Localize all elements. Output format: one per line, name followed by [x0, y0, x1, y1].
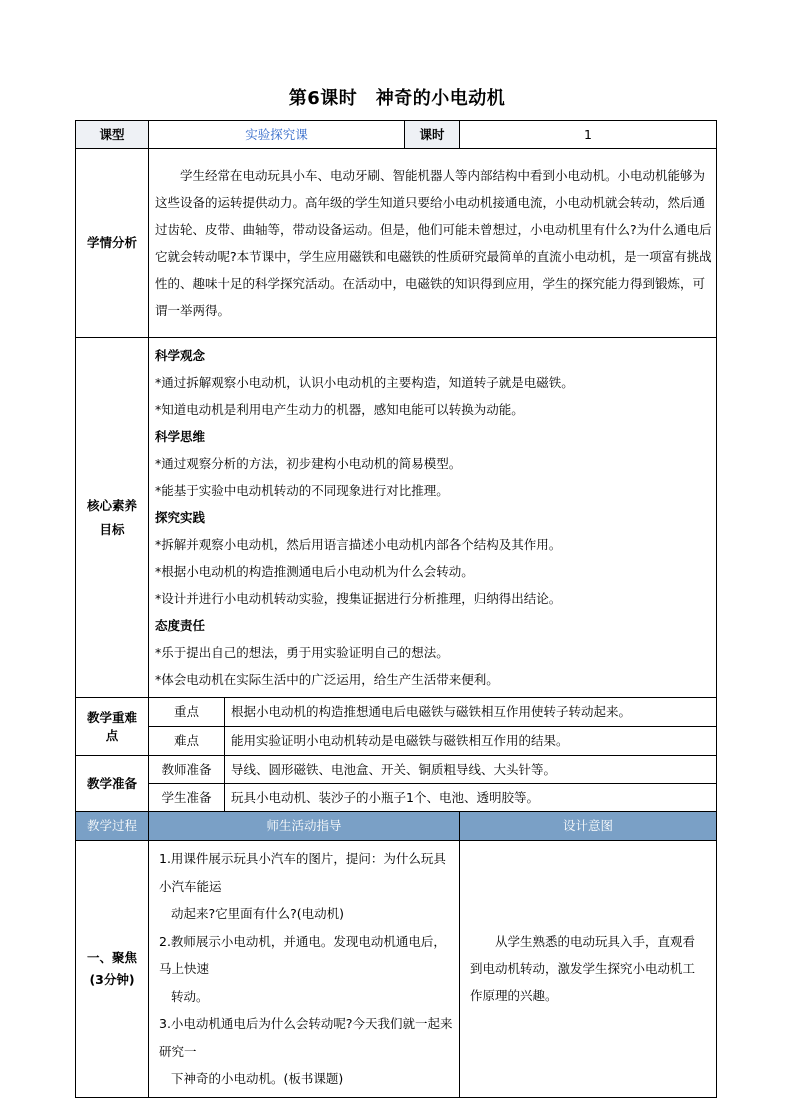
activity-line: 1.用课件展示玩具小汽车的图片，提问：为什么玩具小汽车能运 [159, 851, 446, 894]
goal-item: *乐于提出自己的想法，勇于用实验证明自己的想法。 [155, 645, 449, 660]
goals-row [76, 338, 717, 698]
goal-item: *设计并进行小电动机转动实验，搜集证据进行分析推理，归纳得出结论。 [155, 591, 562, 606]
goal-item: *体会电动机在实际生活中的广泛运用，给生产生活带来便利。 [155, 672, 499, 687]
goals-label-line2: 目标 [99, 521, 125, 537]
goal-heading-thinking: 科学思维 [155, 429, 206, 444]
activity-line: 转动。 [171, 988, 209, 1004]
goal-item: *通过观察分析的方法，初步建构小电动机的简易模型。 [155, 456, 462, 471]
analysis-text: 学生经常在电动玩具小车、电动牙刷、智能机器人等内部结构中看到小电动机。小电动机能够为这些设备的运转提供动力。高年级的学生知道只要给小电动机接通电流，小电动机就会转动，然后通过齿轮、皮带、曲轴等，带动设备运动。但是，他们可能未曾想过，小电动机里有什么?为什么通电后它就会转动呢?本节课中，学生应用磁铁和电磁铁的性质研究最简单的直流小电动机，是一项富有挑战性的、趣味十足的科学探究活动。在活动中，电磁铁的知识得到应用，学生的探究能力得到锻炼，可谓一举两得。 [155, 168, 712, 318]
type-label: 课型 [76, 121, 149, 149]
analysis-label: 学情分析 [76, 149, 149, 338]
difficulty-label: 难点 [149, 727, 225, 756]
process-header-row [76, 812, 717, 841]
key-point-row [76, 698, 717, 727]
stage1-intent: 从学生熟悉的电动玩具入手，直观看到电动机转动，激发学生探究小电动机工作原理的兴趣。 [470, 934, 696, 1004]
difficulty-text: 能用实验证明小电动机转动是电磁铁与磁铁相互作用的结果。 [225, 727, 717, 756]
key-points-label: 教学重难点 [76, 698, 149, 756]
activity-item-1 [157, 845, 455, 928]
period-label: 课时 [405, 121, 460, 149]
activity-line: 3.小电动机通电后为什么会转动呢?今天我们就一起来研究一 [159, 1016, 453, 1059]
student-prep-text: 玩具小电动机、装沙子的小瓶子1个、电池、透明胶等。 [225, 784, 717, 812]
process-header-intent: 设计意图 [460, 812, 717, 841]
student-prep-row [76, 784, 717, 812]
lesson-plan-table [75, 120, 717, 1098]
goal-item: *根据小电动机的构造推测通电后小电动机为什么会转动。 [155, 564, 474, 579]
type-value: 实验探究课 [149, 121, 405, 149]
goal-item: *拆解并观察小电动机，然后用语言描述小电动机内部各个结构及其作用。 [155, 537, 562, 552]
stage1-label-line1: 一、聚焦 [86, 949, 137, 965]
activity-line: 2.教师展示小电动机，并通电。发现电动机通电后，马上快速 [159, 933, 446, 976]
difficulty-row [76, 727, 717, 756]
goal-item: *通过拆解观察小电动机，认识小电动机的主要构造，知道转子就是电磁铁。 [155, 375, 574, 390]
student-prep-label: 学生准备 [149, 784, 225, 812]
goal-heading-concept: 科学观念 [155, 348, 206, 363]
stage1-row [76, 841, 717, 1098]
process-header-activity: 师生活动指导 [149, 812, 460, 841]
activity-item-3 [157, 1010, 455, 1093]
goals-label [76, 338, 149, 698]
teacher-prep-label: 教师准备 [149, 756, 225, 784]
activity-item-2 [157, 928, 455, 1011]
period-value: 1 [460, 121, 717, 149]
stage1-label [76, 841, 149, 1098]
activity-line: 动起来?它里面有什么?(电动机) [171, 906, 345, 921]
analysis-row [76, 149, 717, 338]
goal-heading-practice: 探究实践 [155, 510, 206, 525]
key-text: 根据小电动机的构造推想通电后电磁铁与磁铁相互作用使转子转动起来。 [225, 698, 717, 727]
page-title: 第6课时 神奇的小电动机 [288, 88, 506, 109]
prep-label: 教学准备 [76, 756, 149, 812]
goals-label-line1: 核心素养 [86, 497, 137, 513]
goal-heading-attitude: 态度责任 [155, 618, 206, 633]
stage1-label-line2: (3分钟) [89, 971, 135, 987]
type-row [76, 121, 717, 149]
teacher-prep-text: 导线、圆形磁铁、电池盒、开关、铜质粗导线、大头针等。 [225, 756, 717, 784]
activity-line: 下神奇的小电动机。(板书课题) [171, 1071, 344, 1086]
key-label: 重点 [149, 698, 225, 727]
goal-item: *知道电动机是利用电产生动力的机器，感知电能可以转换为动能。 [155, 402, 524, 417]
goal-item: *能基于实验中电动机转动的不同现象进行对比推理。 [155, 483, 449, 498]
teacher-prep-row [76, 756, 717, 784]
process-header-stage: 教学过程 [76, 812, 149, 841]
